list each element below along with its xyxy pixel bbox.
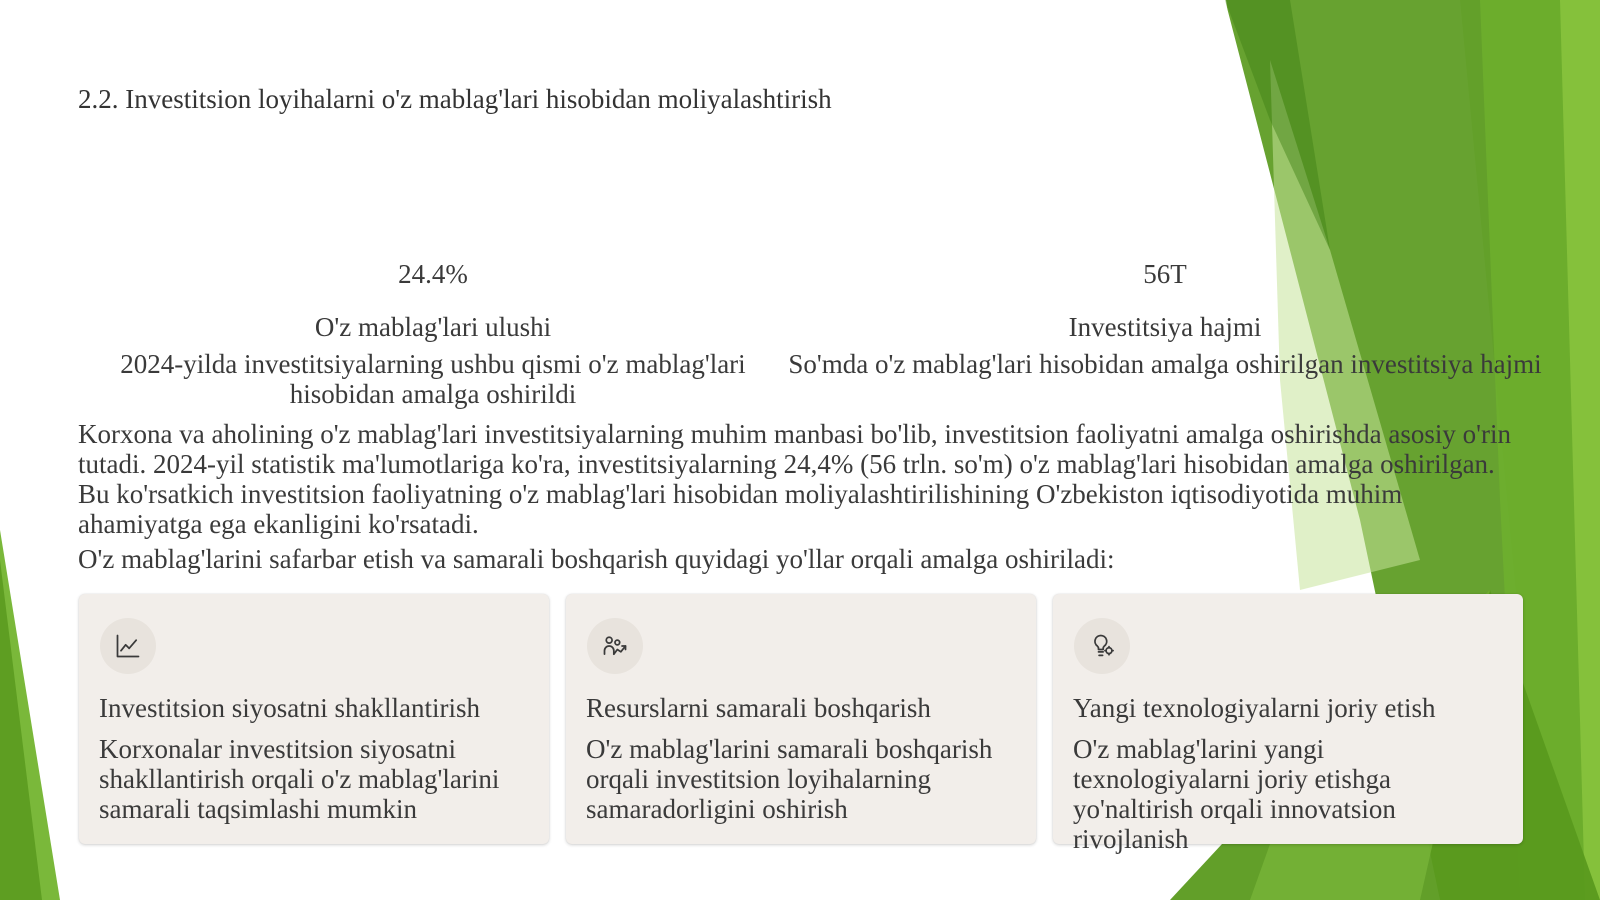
card-resource-management — [566, 594, 1036, 844]
people-arrows-icon — [587, 618, 643, 674]
card-description: O'z mablag'larini samarali boshqarish orqali investitsion loyihalarning samaradorligini oshirish — [586, 734, 993, 824]
card-title: Resurslarni samarali boshqarish — [586, 693, 931, 723]
stat-investment-volume — [770, 256, 1560, 379]
stat-description: 2024-yilda investitsiyalarning ushbu qismi o'z mablag'lari hisobidan amalga oshirildi — [120, 349, 746, 409]
stat-own-funds-share — [78, 256, 788, 409]
intro-paragraph: O'z mablag'larini safarbar etish va samarali boshqarish quyidagi yo'llar orqali amalga oshiriladi: — [78, 544, 1115, 574]
card-description: Korxonalar investitsion siyosatni shakllantirish orqali o'z mablag'larini samarali taqsimlashi mumkin — [99, 734, 500, 824]
slide-title: 2.2. Investitsion loyihalarni o'z mablag'lari hisobidan moliyalashtirish — [78, 84, 832, 114]
stat-description: So'mda o'z mablag'lari hisobidan amalga oshirilgan investitsiya hajmi — [788, 349, 1542, 379]
body-paragraph: Korxona va aholining o'z mablag'lari investitsiyalarning muhim manbasi bo'lib, investitsion faoliyatni amalga oshirishda asosiy o'rin tutadi. 2024-yil statistik ma'lumotlariga ko'ra, investitsiyalarning 24,4% (56 trln. so'm) o'z mablag'lari hisobidan amalga oshirilgan. Bu ko'rsatkich investitsion faoliyatning o'z mablag'lari hisobidan moliyalashtirilishining O'zbekiston iqtisodiyotida muhim ahamiyatga ega ekanligini ko'rsatadi. — [78, 419, 1511, 539]
stat-label: O'z mablag'lari ulushi — [314, 312, 552, 342]
card-description: O'z mablag'larini yangi texnologiyalarni joriy etishga yo'naltirish orqali innovatsion rivojlanish — [1073, 734, 1396, 854]
card-new-technologies — [1053, 594, 1523, 854]
lightbulb-gear-icon — [1074, 618, 1130, 674]
chart-line-icon — [100, 618, 156, 674]
card-title: Investitsion siyosatni shakllantirish — [99, 693, 480, 723]
card-title: Yangi texnologiyalarni joriy etish — [1073, 693, 1436, 723]
stat-value: 24.4% — [398, 259, 468, 289]
stat-label: Investitsiya hajmi — [1068, 312, 1262, 342]
card-investment-policy — [79, 594, 549, 844]
stat-value: 56T — [1143, 259, 1187, 289]
